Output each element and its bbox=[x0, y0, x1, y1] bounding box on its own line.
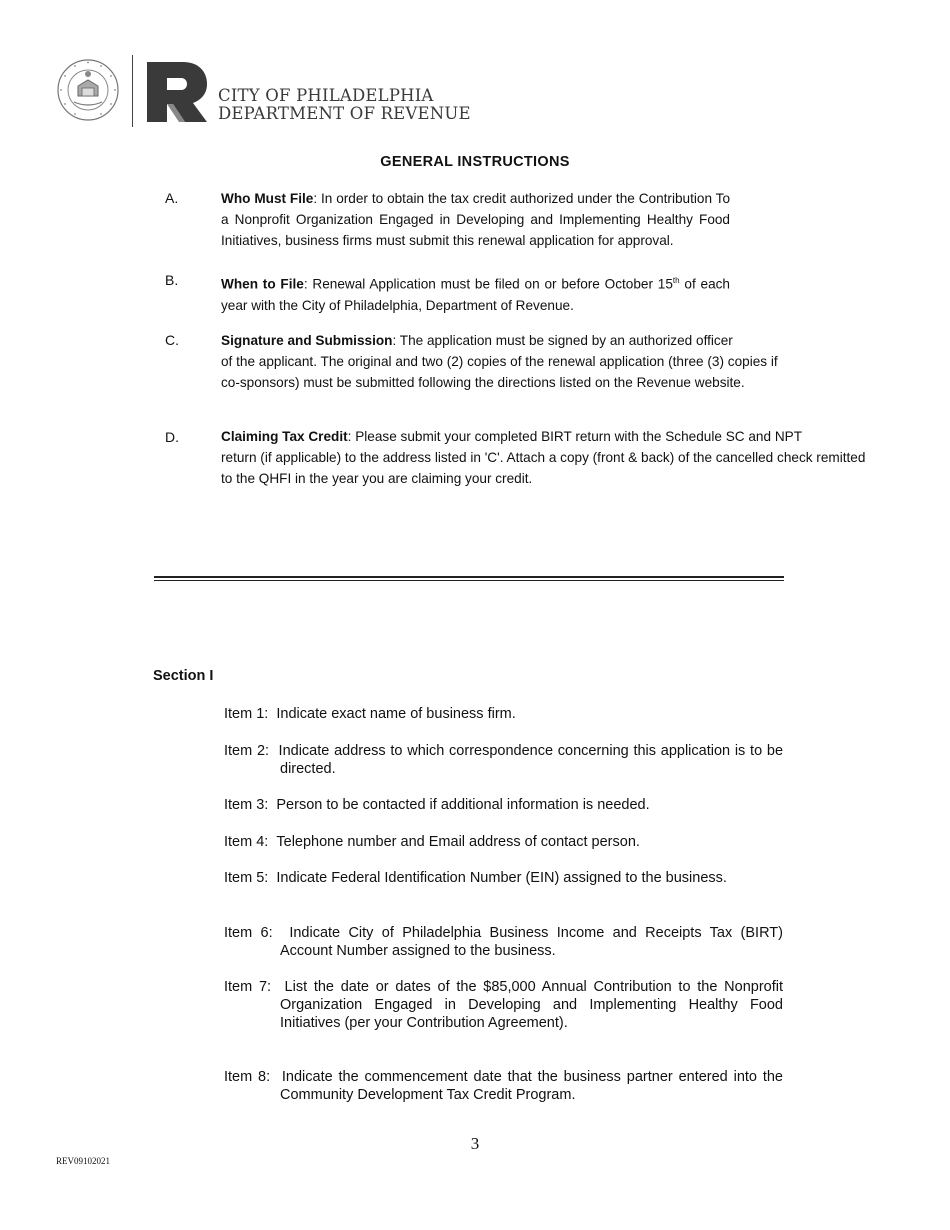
page-number: 3 bbox=[470, 1134, 480, 1153]
page-title: GENERAL INSTRUCTIONS bbox=[380, 154, 570, 170]
instruction-d-line-1: : Please submit your completed BIRT return with the Schedule SC and NPT bbox=[347, 429, 803, 444]
item-2-text: Indicate address to which correspondence concerning this application is to be directed. bbox=[278, 743, 784, 777]
item-3-text: Person to be contacted if additional information is needed. bbox=[276, 797, 650, 813]
instruction-a-heading: Who Must File bbox=[221, 191, 314, 206]
instruction-c-line-3: co-sponsors) must be submitted following the directions listed on the Revenue website. bbox=[221, 375, 745, 390]
instruction-letter-d: D. bbox=[165, 429, 179, 445]
item-7 bbox=[224, 978, 783, 1032]
instruction-c-line-1: : The application must be signed by an authorized officer bbox=[392, 333, 733, 348]
item-2-label: Item 2: bbox=[224, 743, 270, 759]
philadelphia-r-logo-icon bbox=[145, 60, 209, 124]
item-3 bbox=[224, 796, 727, 814]
item-2 bbox=[224, 742, 783, 778]
item-5 bbox=[224, 869, 789, 887]
section-title: Section I bbox=[153, 668, 214, 684]
instruction-b bbox=[221, 270, 730, 316]
item-7-label: Item 7: bbox=[224, 979, 272, 995]
instruction-b-text-after: of each year with the City of Philadelphia, Department of Revenue. bbox=[221, 276, 730, 313]
double-rule-bottom bbox=[154, 580, 784, 581]
instruction-c-line-2: of the applicant. The original and two (2) copies of the renewal application (three (3) copies if bbox=[221, 354, 778, 369]
item-5-label: Item 5: bbox=[224, 870, 269, 886]
instruction-b-text: : Renewal Application must be filed on or before October 15 bbox=[303, 276, 673, 292]
double-rule-top bbox=[154, 576, 784, 578]
item-4-text: Telephone number and Email address of contact person. bbox=[276, 834, 640, 850]
instruction-d-heading: Claiming Tax Credit bbox=[221, 429, 348, 444]
item-6 bbox=[224, 924, 783, 960]
org-line-2: DEPARTMENT OF REVENUE bbox=[218, 104, 471, 123]
item-1-label: Item 1: bbox=[224, 706, 269, 722]
item-4 bbox=[224, 833, 727, 851]
item-1-text: Indicate exact name of business firm. bbox=[276, 706, 516, 722]
item-1 bbox=[224, 705, 727, 723]
item-5-text: Indicate Federal Identification Number (EIN) assigned to the business. bbox=[276, 870, 727, 886]
form-code: REV09102021 bbox=[56, 1156, 110, 1166]
org-line-1: CITY OF PHILADELPHIA bbox=[218, 86, 434, 105]
instruction-c-heading: Signature and Submission bbox=[221, 333, 393, 348]
city-seal-icon bbox=[56, 58, 120, 122]
instruction-a-text: : In order to obtain the tax credit authorized under the Contribution To a Nonprofit Organization Engaged in Developing and Implementing Healthy Food Initiatives, business firms must submit this renewal application for approval. bbox=[221, 191, 731, 248]
item-3-label: Item 3: bbox=[224, 797, 269, 813]
item-8-text: Indicate the commencement date that the business partner entered into the Community Development Tax Credit Program. bbox=[280, 1069, 783, 1103]
header-divider bbox=[132, 55, 133, 127]
instruction-b-sup: th bbox=[672, 276, 680, 285]
instruction-c bbox=[221, 330, 821, 393]
item-4-label: Item 4: bbox=[224, 834, 269, 850]
instruction-a bbox=[221, 188, 730, 251]
item-6-text: Indicate City of Philadelphia Business Income and Receipts Tax (BIRT) Account Number assigned to the business. bbox=[280, 925, 783, 959]
instruction-d bbox=[221, 426, 901, 489]
instruction-letter-a: A. bbox=[165, 190, 179, 206]
item-8-label: Item 8: bbox=[224, 1069, 271, 1085]
item-6-label: Item 6: bbox=[224, 925, 273, 941]
organization-name bbox=[218, 87, 471, 123]
item-7-text: List the date or dates of the $85,000 Annual Contribution to the Nonprofit Organization Engaged in Developing and Implementing Healthy Food Initiatives (per your Contribution Agreement). bbox=[280, 979, 784, 1031]
item-8 bbox=[224, 1068, 783, 1104]
instruction-b-heading: When to File bbox=[221, 276, 304, 292]
instruction-letter-b: B. bbox=[165, 272, 179, 288]
instruction-letter-c: C. bbox=[165, 332, 179, 348]
instruction-d-line-2: return (if applicable) to the address listed in 'C'. Attach a copy (front & back) of the cancelled check remitted bbox=[221, 450, 866, 465]
instruction-d-line-3: to the QHFI in the year you are claiming your credit. bbox=[221, 471, 533, 486]
